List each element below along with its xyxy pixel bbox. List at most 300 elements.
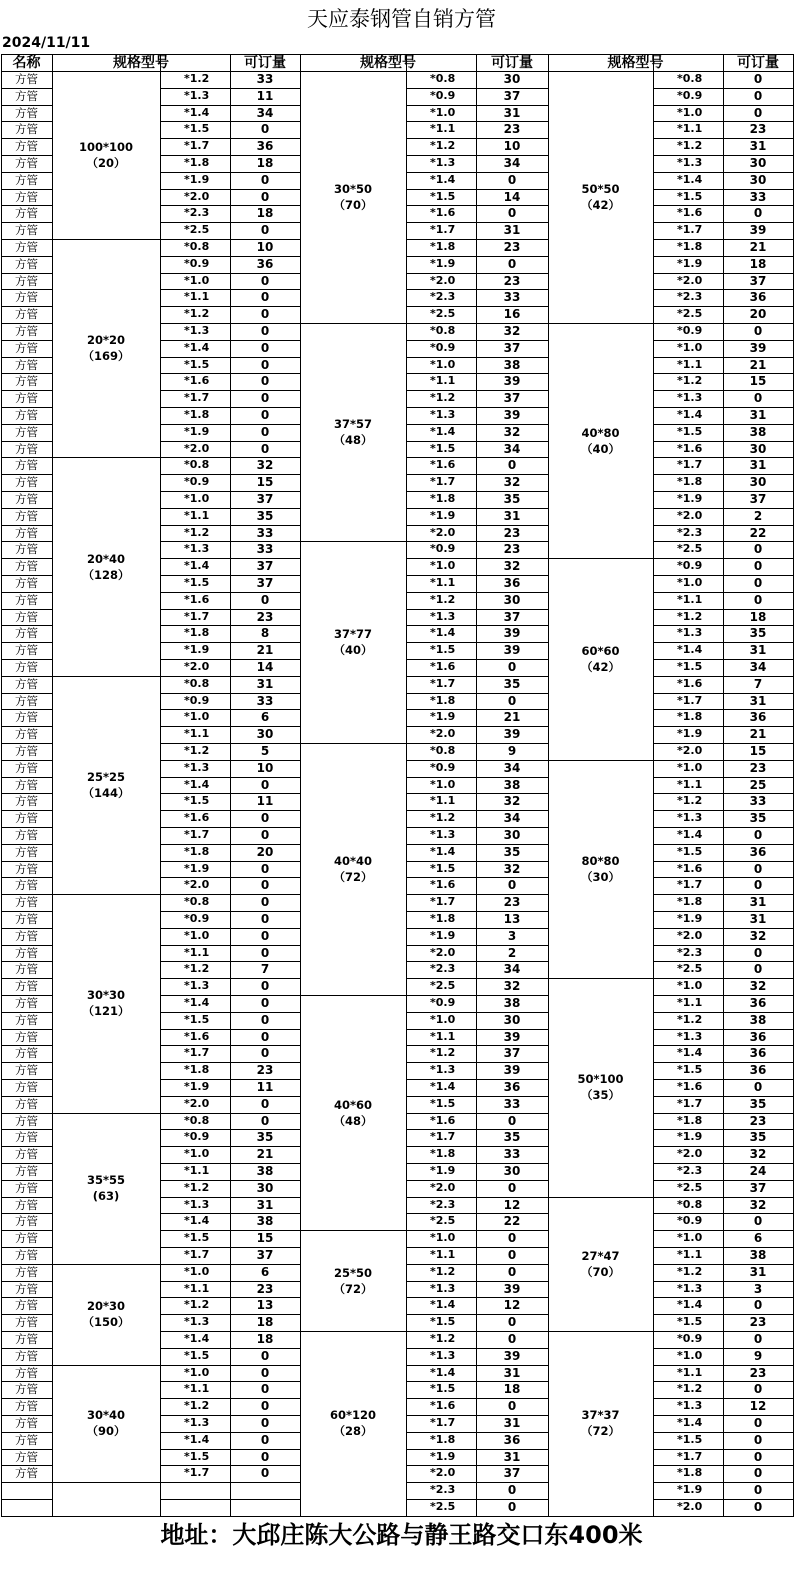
spec-thickness-cell: *1.9 [430,928,456,942]
available-qty-cell: 30 [503,592,521,607]
row-line [160,1499,301,1500]
size-count: （72） [333,1281,373,1296]
spec-thickness-cell: *1.0 [430,559,456,573]
available-qty-cell: 0 [260,424,270,439]
available-qty-cell: 0 [507,458,517,473]
spec-thickness-cell: *0.9 [430,542,456,556]
spec-thickness-cell: *1.8 [677,1466,703,1480]
row-name-cell: 方管 [15,1315,38,1330]
spec-thickness-cell: *1.3 [430,1281,456,1295]
available-qty-cell: 0 [507,1500,517,1514]
available-qty-cell: 20 [749,307,767,322]
spec-thickness-cell: *1.6 [677,206,703,220]
spec-thickness-cell: *1.4 [184,996,210,1009]
spec-thickness-cell: *1.9 [677,256,703,270]
spec-thickness-cell: *1.2 [184,307,210,321]
available-qty-cell: 36 [256,256,274,271]
available-qty-cell: 32 [503,794,521,809]
size-count: （72） [333,870,373,884]
available-qty-cell: 34 [503,760,521,775]
available-qty-cell: 0 [260,811,270,826]
spec-thickness-cell: *1.1 [677,1365,703,1379]
spec-thickness-cell: *1.0 [184,1264,210,1278]
available-qty-cell: 0 [753,1298,763,1313]
row-name-cell: 方管 [15,1399,38,1414]
spec-thickness-cell: *1.8 [184,844,210,858]
available-qty-cell: 35 [503,844,521,859]
spec-thickness-cell: *2.0 [677,1147,703,1161]
size-count: （90） [86,1424,126,1439]
row-name-cell: 方管 [15,1147,38,1162]
available-qty-cell: 0 [507,206,517,221]
available-qty-cell: 39 [503,1063,521,1078]
spec-thickness-cell: *2.0 [677,1500,703,1513]
available-qty-cell: 0 [260,1046,270,1061]
size-count: （121） [82,1004,130,1019]
spec-thickness-cell: *1.2 [430,391,456,405]
spec-thickness-cell: *0.8 [184,458,210,472]
available-qty-cell: 0 [260,357,270,372]
row-name-cell: 方管 [15,324,38,338]
row-name-cell: 方管 [15,744,38,758]
available-qty-cell: 0 [260,996,270,1010]
spec-thickness-cell: *1.7 [430,676,456,690]
spec-thickness-cell: *1.4 [677,408,703,421]
size-dimension: 37*37 [581,1408,620,1423]
spec-thickness-cell: *1.7 [677,693,703,707]
available-qty-cell: 0 [753,1432,763,1447]
available-qty-cell: 23 [503,273,521,288]
spec-thickness-cell: *1.3 [184,1315,210,1329]
available-qty-cell: 0 [260,828,270,842]
available-qty-cell: 36 [749,1029,767,1044]
size-dimension: 20*20 [86,333,126,348]
available-qty-cell: 0 [753,105,763,120]
available-qty-cell: 0 [753,861,763,876]
spec-thickness-cell: *1.2 [677,1382,703,1396]
spec-thickness-cell: *1.9 [430,1449,456,1463]
available-qty-cell: 2 [507,945,517,960]
available-qty-cell: 37 [749,1180,767,1195]
available-qty-cell: 34 [503,962,521,977]
size-dimension: 27*47 [581,1248,620,1263]
spec-thickness-cell: *1.7 [677,878,703,892]
row-name-cell: 方管 [15,660,38,674]
available-qty-cell: 30 [503,828,521,842]
spec-thickness-cell: *2.5 [430,979,456,993]
available-qty-cell: 33 [256,693,274,708]
available-qty-cell: 30 [256,1180,274,1195]
size-dimension: 25*50 [333,1265,373,1280]
row-name-cell: 方管 [15,777,38,792]
row-name-cell: 方管 [15,1096,38,1111]
spec-thickness-cell: *0.8 [184,895,210,909]
available-qty-cell: 0 [260,1399,270,1414]
row-name-cell: 方管 [15,643,38,658]
spec-thickness-cell: *1.6 [430,458,456,472]
spec-thickness-cell: *1.7 [430,895,456,909]
row-name-cell: 方管 [15,1264,38,1279]
row-name-cell: 方管 [15,996,38,1010]
size-group-label [52,139,160,171]
spec-thickness-cell: *1.7 [430,1130,456,1144]
spec-thickness-cell: *1.1 [184,945,210,959]
available-qty-cell: 33 [503,1147,521,1162]
available-qty-cell: 0 [753,592,763,607]
spec-thickness-cell: *1.6 [677,861,703,875]
spec-thickness-cell: *1.8 [677,475,703,489]
spec-thickness-cell: *1.8 [184,1063,210,1077]
spec-thickness-cell: *2.3 [677,945,703,959]
spec-thickness-cell: *0.8 [430,744,456,757]
spec-thickness-cell: *2.5 [677,542,703,556]
spec-thickness-cell: *1.2 [430,1264,456,1278]
spec-thickness-cell: *1.0 [430,1012,456,1026]
available-qty-cell: 0 [260,1012,270,1027]
spec-thickness-cell: *1.8 [677,710,703,724]
row-name-cell: 方管 [15,492,38,506]
available-qty-cell: 38 [256,1164,274,1178]
available-qty-cell: 37 [256,492,274,506]
spec-thickness-cell: *2.3 [430,962,456,976]
spec-thickness-cell: *1.7 [677,458,703,472]
spec-thickness-cell: *1.5 [184,1449,210,1463]
available-qty-cell: 0 [753,1080,763,1094]
spec-thickness-cell: *1.1 [184,1164,210,1177]
spec-thickness-cell: *1.4 [677,172,703,186]
header-qty: 可订量 [244,55,286,71]
row-name-cell: 方管 [15,1449,38,1464]
row-name-cell: 方管 [15,340,38,355]
available-qty-cell: 0 [753,1449,763,1464]
spec-thickness-cell: *1.3 [184,542,210,556]
row-name-cell: 方管 [15,156,38,170]
row-line [1,1516,53,1517]
spec-thickness-cell: *1.5 [430,441,456,455]
size-count: （70） [580,1264,620,1279]
available-qty-cell: 0 [753,828,763,842]
size-count: （28） [333,1424,373,1439]
spec-thickness-cell: *1.6 [430,660,456,673]
spec-thickness-cell: *1.2 [184,1399,210,1413]
group-divider [300,541,407,542]
row-name-cell: 方管 [15,576,38,590]
spec-thickness-cell: *1.8 [184,156,210,169]
available-qty-cell: 6 [753,1231,763,1246]
available-qty-cell: 31 [749,1264,767,1279]
spec-thickness-cell: *1.1 [677,357,703,371]
spec-thickness-cell: *1.1 [430,1248,456,1261]
available-qty-cell: 34 [503,811,521,826]
spec-thickness-cell: *1.7 [184,609,210,623]
row-name-cell: 方管 [15,1248,38,1262]
spec-thickness-cell: *2.0 [677,273,703,287]
available-qty-cell: 0 [260,1096,270,1111]
spec-thickness-cell: *1.1 [677,777,703,791]
row-name-cell: 方管 [15,374,38,389]
row-name-cell: 方管 [15,357,38,372]
row-name-cell: 方管 [15,794,38,809]
available-qty-cell: 0 [507,172,517,187]
row-name-cell: 方管 [15,1113,38,1128]
available-qty-cell: 13 [256,1298,274,1313]
spec-thickness-cell: *1.1 [677,996,703,1009]
available-qty-cell: 0 [507,1399,517,1414]
spec-thickness-cell: *1.4 [184,340,210,354]
spec-thickness-cell: *1.6 [184,592,210,606]
available-qty-cell: 39 [503,643,521,658]
spec-thickness-cell: *1.1 [677,1248,703,1261]
size-group-label [300,1265,406,1297]
group-divider [52,1482,161,1483]
row-name-cell: 方管 [15,475,38,490]
row-name-cell: 方管 [15,1080,38,1094]
row-name-cell: 方管 [15,609,38,624]
available-qty-cell: 0 [260,189,270,204]
available-qty-cell: 22 [749,525,767,540]
spec-thickness-cell: *1.4 [677,1416,703,1429]
available-qty-cell: 23 [503,122,521,137]
available-qty-cell: 5 [260,744,270,758]
available-qty-cell: 31 [503,508,521,523]
spec-thickness-cell: *2.5 [677,1180,703,1194]
spec-thickness-cell: *2.0 [184,660,210,673]
spec-thickness-cell: *1.8 [677,1113,703,1127]
available-qty-cell: 39 [749,223,767,238]
available-qty-cell: 0 [753,945,763,960]
size-group-label [300,1407,406,1439]
available-qty-cell: 35 [256,508,274,523]
row-name-cell: 方管 [15,88,38,103]
available-qty-cell: 0 [260,1029,270,1044]
size-group-label [300,181,406,213]
row-name-cell: 方管 [15,458,38,473]
spec-thickness-cell: *1.2 [430,811,456,825]
available-qty-cell: 31 [749,643,767,658]
spec-thickness-cell: *1.0 [677,1231,703,1245]
spec-thickness-cell: *2.0 [430,1180,456,1194]
spec-thickness-cell: *1.7 [677,1096,703,1110]
spec-thickness-cell: *1.1 [677,592,703,606]
spec-thickness-cell: *1.5 [184,794,210,808]
group-divider [52,894,161,895]
row-name-cell: 方管 [15,1466,38,1481]
header-qty: 可订量 [491,55,533,71]
size-dimension: 30*30 [86,988,126,1003]
spec-thickness-cell: *1.3 [430,828,456,841]
available-qty-cell: 23 [503,240,521,254]
available-qty-cell: 34 [749,660,767,674]
spec-thickness-cell: *1.9 [677,727,703,741]
available-qty-cell: 0 [260,1113,270,1128]
available-qty-cell: 0 [753,1500,763,1514]
size-group-label [548,181,653,213]
row-name-cell: 方管 [15,1365,38,1380]
group-divider [548,558,654,559]
spec-thickness-cell: *1.0 [677,760,703,774]
row-name-cell: 方管 [15,273,38,288]
row-name-cell: 方管 [15,592,38,607]
available-qty-cell: 23 [503,895,521,910]
available-qty-cell: 0 [753,1466,763,1481]
row-name-cell: 方管 [15,139,38,154]
available-qty-cell: 11 [256,1080,274,1094]
available-qty-cell: 0 [753,962,763,977]
spec-thickness-cell: *1.2 [184,72,210,85]
available-qty-cell: 0 [753,206,763,221]
available-qty-cell: 36 [256,139,274,154]
spec-thickness-cell: *2.0 [430,727,456,741]
row-name-cell: 方管 [15,1029,38,1044]
available-qty-cell: 0 [753,324,763,338]
spec-thickness-cell: *1.5 [430,1096,456,1110]
available-qty-cell: 31 [256,1197,274,1212]
available-qty-cell: 21 [256,1147,274,1162]
header-spec: 规格型号 [113,55,169,71]
available-qty-cell: 32 [503,475,521,490]
spec-thickness-cell: *1.1 [184,1382,210,1396]
available-qty-cell: 32 [749,928,767,943]
spec-thickness-cell: *1.0 [430,1231,456,1245]
size-dimension: 25*25 [86,770,126,784]
available-qty-cell: 39 [503,1029,521,1044]
available-qty-cell: 36 [749,844,767,859]
spec-thickness-cell: *1.2 [677,139,703,153]
spec-thickness-cell: *1.4 [184,777,210,791]
spec-thickness-cell: *1.5 [677,660,703,673]
available-qty-cell: 0 [507,1483,517,1498]
available-qty-cell: 23 [256,1281,274,1296]
available-qty-cell: 37 [503,391,521,406]
available-qty-cell: 0 [260,979,270,994]
row-name-cell: 方管 [15,1416,38,1430]
spec-thickness-cell: *1.4 [184,1432,210,1446]
available-qty-cell: 0 [507,1248,517,1262]
row-name-cell: 方管 [15,1298,38,1313]
spec-thickness-cell: *1.4 [430,172,456,186]
available-qty-cell: 23 [749,1113,767,1128]
group-divider [52,1365,161,1366]
row-name-cell: 方管 [15,424,38,439]
group-divider [300,1331,407,1332]
spec-thickness-cell: *2.3 [184,206,210,220]
row-name-cell: 方管 [15,760,38,775]
group-divider [300,995,407,996]
spec-thickness-cell: *1.4 [430,844,456,858]
spec-thickness-cell: *1.2 [430,1332,456,1345]
row-name-cell: 方管 [15,1180,38,1195]
size-count: （128） [82,567,130,582]
available-qty-cell: 21 [256,643,274,658]
spec-thickness-cell: *1.2 [184,744,210,757]
available-qty-cell: 30 [503,1012,521,1027]
row-line [160,1482,301,1483]
available-qty-cell: 0 [260,1466,270,1481]
available-qty-cell: 30 [749,441,767,456]
spec-thickness-cell: *1.1 [184,508,210,522]
available-qty-cell: 0 [260,273,270,288]
available-qty-cell: 21 [749,727,767,742]
row-name-cell: 方管 [15,1281,38,1296]
spec-thickness-cell: *1.2 [430,592,456,606]
spec-thickness-cell: *1.1 [184,1281,210,1295]
available-qty-cell: 23 [503,542,521,557]
available-qty-cell: 21 [749,357,767,372]
available-qty-cell: 20 [256,844,274,859]
available-qty-cell: 18 [256,206,274,221]
spec-thickness-cell: *1.5 [677,1315,703,1329]
available-qty-cell: 15 [749,374,767,389]
available-qty-cell: 35 [749,626,767,641]
spec-thickness-cell: *1.3 [677,1399,703,1413]
spec-thickness-cell: *1.2 [184,1180,210,1194]
row-name-cell: 方管 [15,206,38,221]
available-qty-cell: 37 [749,273,767,288]
size-count: （144） [82,786,130,800]
spec-thickness-cell: *1.9 [184,1080,210,1093]
available-qty-cell: 22 [503,1214,521,1229]
spec-thickness-cell: *1.6 [184,374,210,388]
spec-thickness-cell: *1.0 [184,1365,210,1379]
available-qty-cell: 0 [260,340,270,355]
size-group-label [548,643,653,675]
spec-thickness-cell: *1.0 [430,777,456,791]
spec-thickness-cell: *1.8 [430,1432,456,1446]
available-qty-cell: 12 [503,1298,521,1313]
available-qty-cell: 37 [503,1046,521,1061]
spec-thickness-cell: *1.9 [677,492,703,505]
row-name-cell: 方管 [15,223,38,238]
row-line [406,1516,549,1517]
group-divider [300,743,407,744]
spec-thickness-cell: *1.1 [184,290,210,304]
row-name-cell: 方管 [15,122,38,137]
available-qty-cell: 30 [503,72,521,86]
available-qty-cell: 38 [749,424,767,439]
available-qty-cell: 23 [503,525,521,540]
available-qty-cell: 23 [749,122,767,137]
available-qty-cell: 31 [749,408,767,422]
spec-thickness-cell: *1.0 [430,357,456,371]
spec-thickness-cell: *1.7 [430,475,456,489]
spec-thickness-cell: *1.0 [184,492,210,505]
available-qty-cell: 24 [749,1164,767,1178]
available-qty-cell: 0 [753,542,763,557]
available-qty-cell: 39 [503,374,521,389]
size-dimension: 50*100 [577,1072,624,1087]
available-qty-cell: 39 [503,1348,521,1363]
spec-thickness-cell: *1.8 [677,240,703,253]
available-qty-cell: 0 [260,1449,270,1464]
row-name-cell: 方管 [15,962,38,977]
available-qty-cell: 0 [753,576,763,590]
available-qty-cell: 0 [260,945,270,960]
spec-thickness-cell: *1.4 [184,1214,210,1228]
spec-thickness-cell: *0.8 [677,72,703,85]
available-qty-cell: 34 [256,105,274,120]
spec-thickness-cell: *0.9 [677,88,703,102]
group-divider [52,457,161,458]
available-qty-cell: 33 [749,189,767,204]
group-divider [548,323,654,324]
spec-thickness-cell: *1.0 [677,1348,703,1362]
row-name-cell: 方管 [15,1046,38,1061]
row-name-cell: 方管 [15,525,38,540]
size-group-label [300,416,406,448]
header-spec: 规格型号 [607,55,664,71]
spec-thickness-cell: *1.2 [184,962,210,976]
available-qty-cell: 38 [503,357,521,372]
